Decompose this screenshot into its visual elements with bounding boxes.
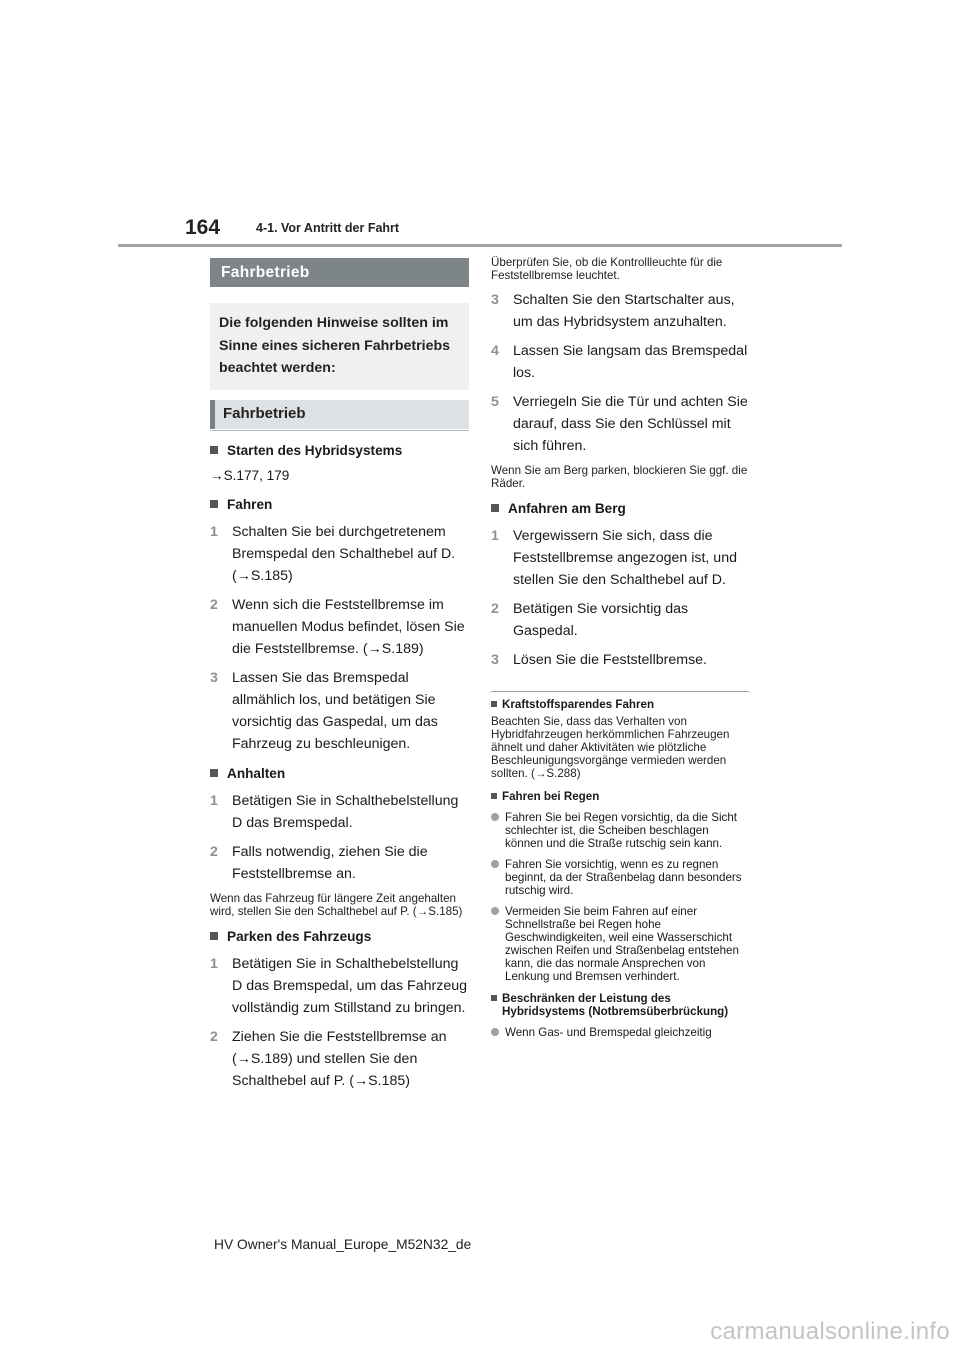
circle-bullet-icon (491, 813, 499, 821)
subsection-divider (210, 430, 469, 431)
square-bullet-icon (491, 701, 497, 707)
circle-bullet-icon (491, 860, 499, 868)
header-divider (118, 244, 842, 247)
list-item: Wenn Gas- und Bremspedal gleichzeitig (491, 1026, 749, 1039)
heading-leistung: Beschränken der Leistung des Hybridsystems (Notbremsüberbrückung) (491, 992, 749, 1018)
intro-box: Die folgenden Hinweise sollten im Sinne eines sicheren Fahrbetriebs beachtet werden: (210, 303, 469, 390)
page-reference: →S.177, 179 (210, 467, 290, 483)
circle-bullet-icon (491, 907, 499, 915)
note-text: Wenn Sie am Berg parken, blockieren Sie ggf. die Räder. (491, 464, 748, 490)
heading-parken: Parken des Fahrzeugs (210, 928, 469, 946)
step: 1 Schalten Sie bei durchgetretenem Bremspedal den Schalthebel auf D. (→S.185) (210, 523, 456, 584)
step: 5 Verriegeln Sie die Tür und achten Sie darauf, dass Sie den Schlüssel mit sich führen. (491, 394, 748, 454)
note-text: Überprüfen Sie, ob die Kontrollleuchte für die Feststellbremse leuchtet. (491, 256, 723, 282)
step: 4 Lassen Sie langsam das Bremspedal los. (491, 343, 748, 381)
square-bullet-icon (210, 769, 218, 777)
heading-berg: Anfahren am Berg (491, 500, 749, 518)
step: 3 Schalten Sie den Startschalter aus, um das Hybridsystem anzuhalten. (491, 292, 735, 330)
heading-regen: Fahren bei Regen (491, 790, 749, 803)
square-bullet-icon (491, 504, 499, 512)
heading-anhalten: Anhalten (210, 765, 469, 783)
right-column (491, 256, 749, 1039)
step: 1 Betätigen Sie in Schalthebelstellung D das Bremspedal, um das Fahrzeug vollständig zum Stillstand zu bringen. (210, 955, 467, 1016)
step: 3 Lösen Sie die Feststellbremse. (491, 652, 707, 668)
heading-start: Starten des Hybridsystems (210, 442, 469, 460)
note-text: Beachten Sie, dass das Verhalten von Hybridfahrzeugen herkömmlichen Fahrzeugen ähnelt und daher Aktivitäten wie plötzliche Beschleunigungsvorgänge vermieden werden sollten. (→S.288) (491, 715, 730, 780)
page-number: 164 (185, 216, 221, 239)
square-bullet-icon (210, 500, 218, 508)
square-bullet-icon (491, 995, 497, 1001)
step: 1 Betätigen Sie in Schalthebelstellung D das Bremspedal. (210, 792, 459, 831)
subsection-header: Fahrbetrieb (210, 400, 469, 429)
circle-bullet-icon (491, 1028, 499, 1036)
step: 1 Vergewissern Sie sich, dass die Feststellbremse angezogen ist, und stellen Sie den Schalthebel auf D. (491, 528, 737, 588)
section-title-bar: Fahrbetrieb (210, 258, 469, 287)
footer-text: HV Owner's Manual_Europe_M52N32_de (214, 1237, 472, 1252)
list-item: Vermeiden Sie beim Fahren auf einer Schnellstraße bei Regen hohe Geschwindigkeiten, weil eine Wasserschicht zwischen Reifen und Straßenbelag entstehen kann, die das normale Ansprechen von Lenkung und Bremsen verhindert. (491, 905, 749, 983)
step: 2 Falls notwendig, ziehen Sie die Feststellbremse an. (210, 843, 428, 882)
note-text: Wenn das Fahrzeug für längere Zeit angehalten wird, stellen Sie den Schalthebel auf P. (→S.185) (210, 891, 463, 918)
step: 2 Betätigen Sie vorsichtig das Gaspedal. (491, 601, 689, 639)
step: 2 Wenn sich die Feststellbremse im manuellen Modus befindet, lösen Sie die Feststellbremse. (→S.189) (210, 596, 465, 657)
heading-fahren: Fahren (210, 496, 469, 514)
section-title: 4-1. Vor Antritt der Fahrt (256, 221, 400, 235)
left-column (210, 258, 469, 1092)
square-bullet-icon (210, 932, 218, 940)
step: 3 Lassen Sie das Bremspedal allmählich los, und betätigen Sie vorsichtig das Gaspedal, um das Fahrzeug zu beschleunigen. (210, 669, 438, 752)
notes-divider (491, 691, 749, 692)
heading-kraftstoff: Kraftstoffsparendes Fahren (491, 698, 749, 711)
watermark: carmanualsonline.info (710, 1318, 950, 1345)
list-item: Fahren Sie vorsichtig, wenn es zu regnen beginnt, da der Straßenbelag dann besonders rutschig wird. (491, 858, 749, 897)
square-bullet-icon (491, 793, 497, 799)
square-bullet-icon (210, 446, 218, 454)
list-item: Fahren Sie bei Regen vorsichtig, da die Sicht schlechter ist, die Scheiben beschlagen können und die Straße rutschig sein kann. (491, 811, 749, 850)
step: 2 Ziehen Sie die Feststellbremse an (→S.189) und stellen Sie den Schalthebel auf P. (→S.185) (210, 1028, 447, 1089)
